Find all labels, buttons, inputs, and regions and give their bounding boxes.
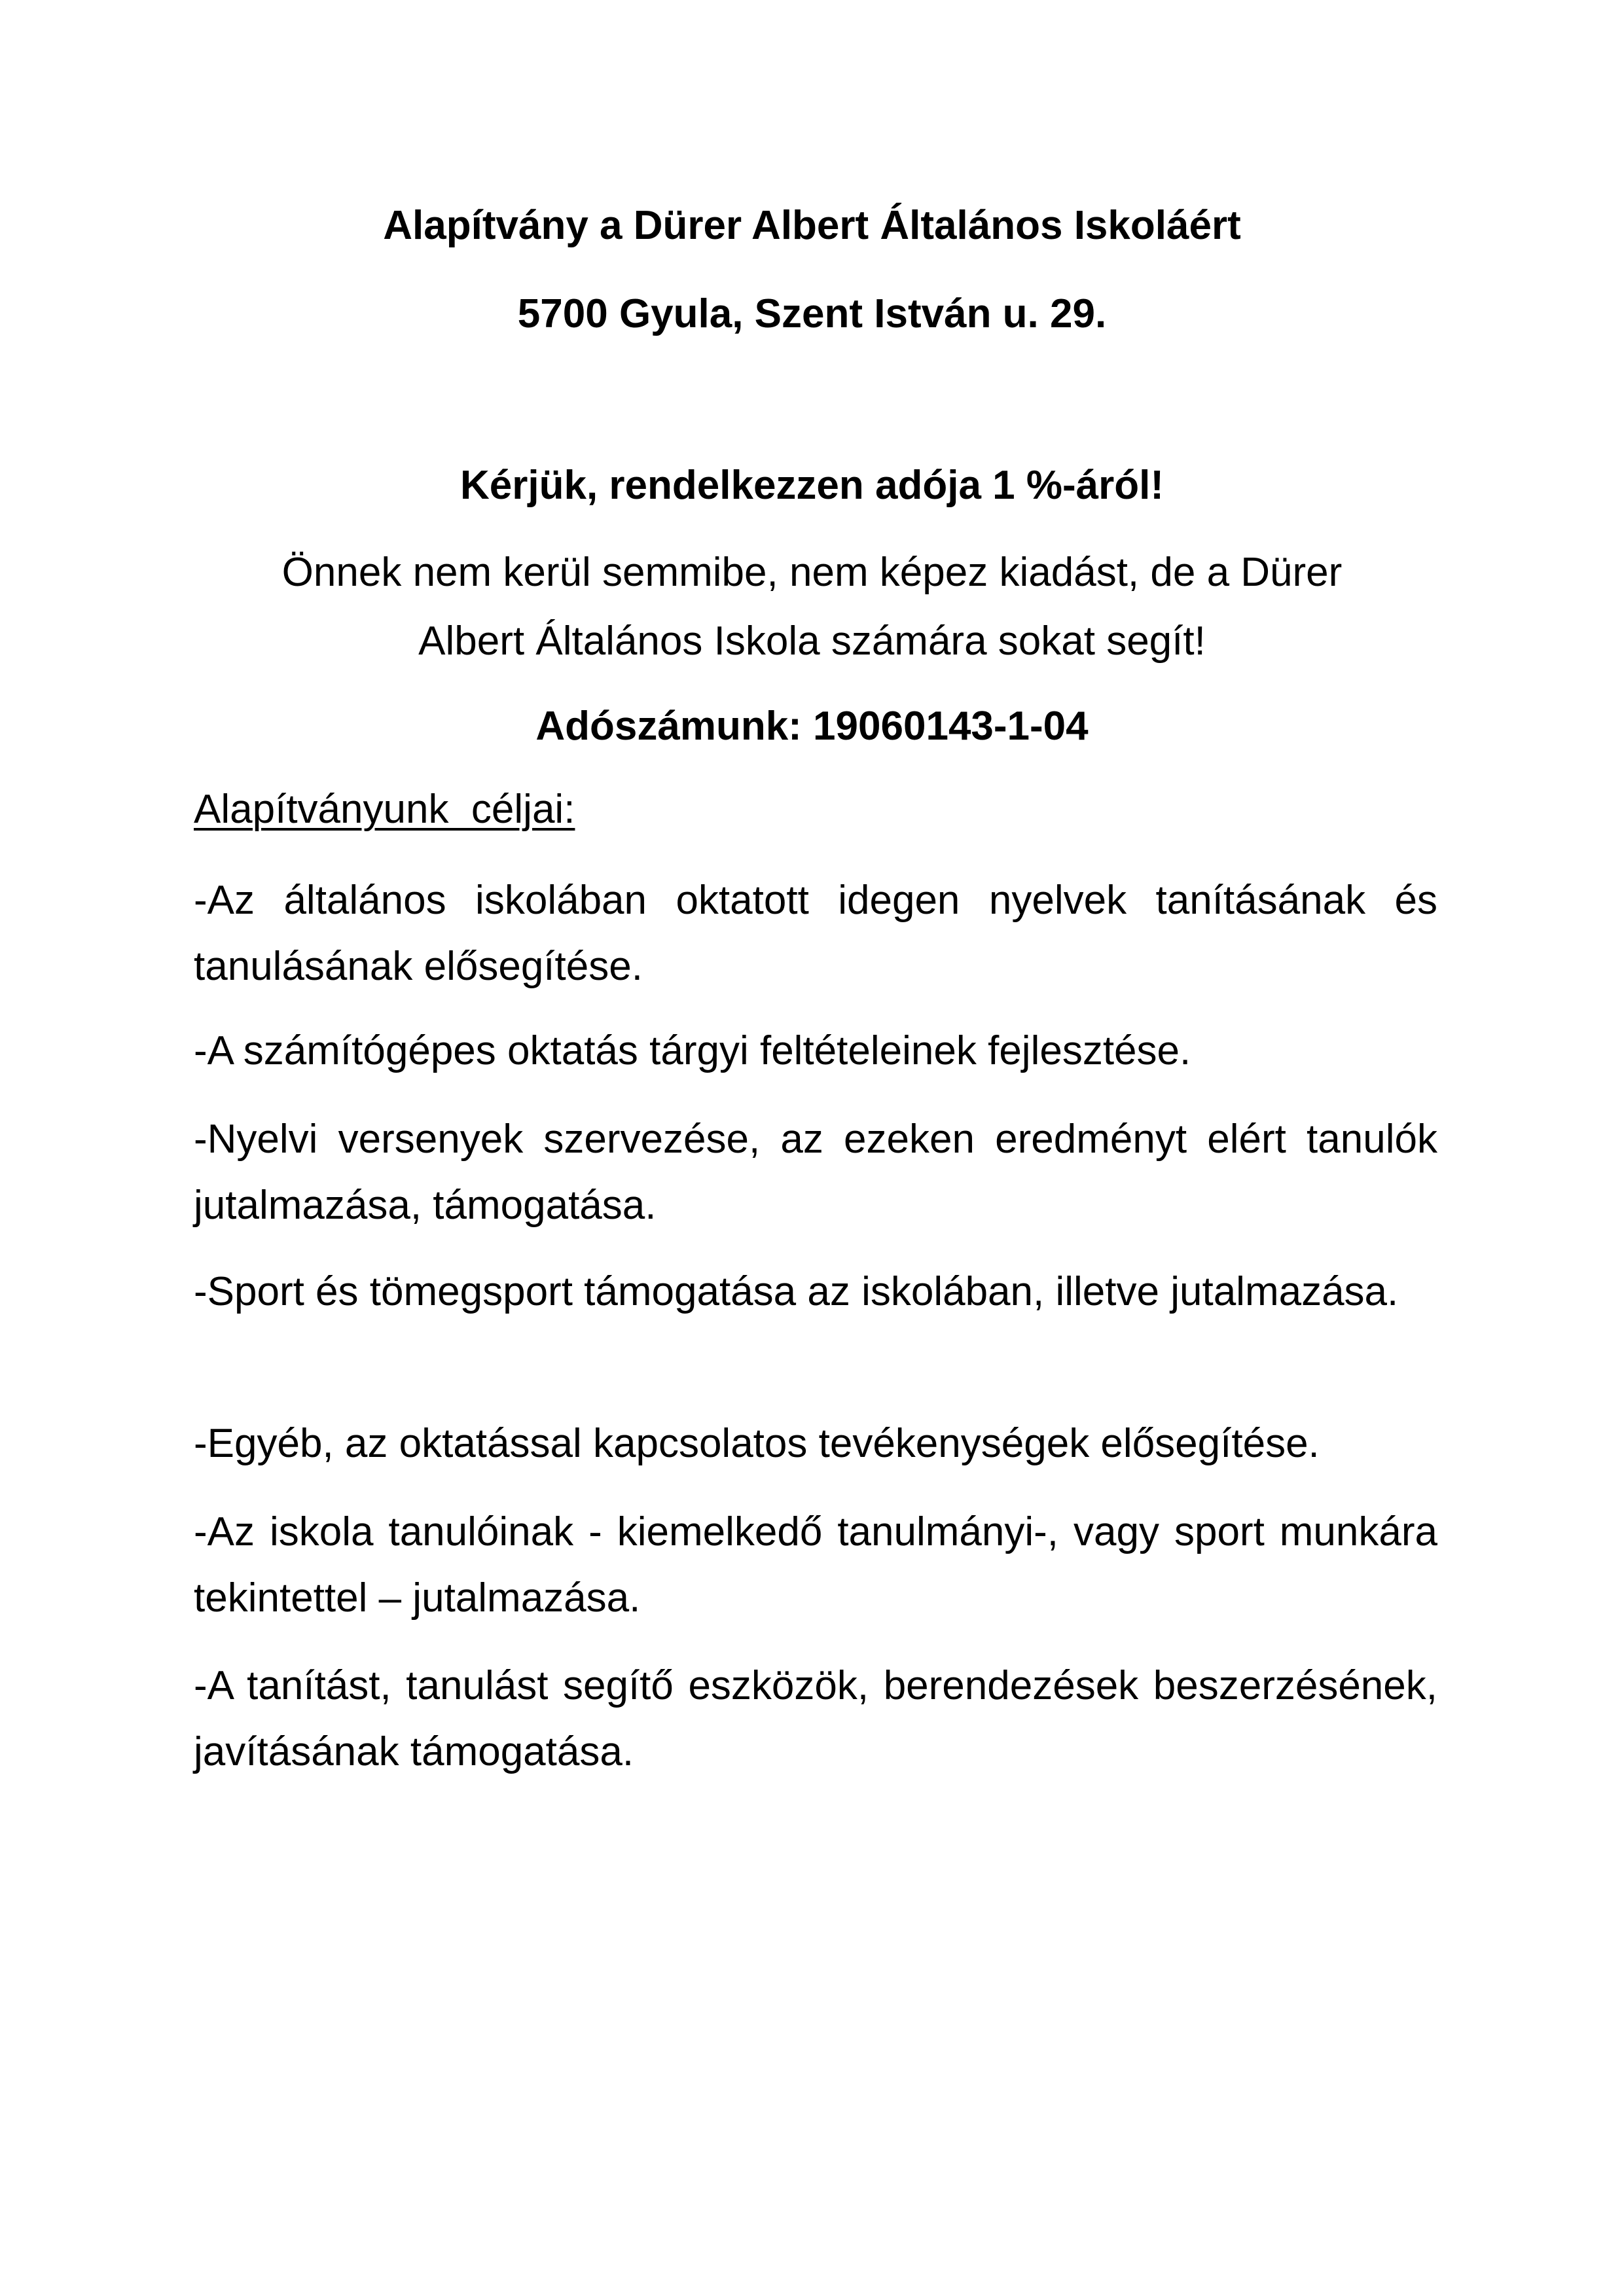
- appeal-text-line-2: Albert Általános Iskola számára sokat segít!: [418, 619, 1206, 664]
- goal-item: -Az általános iskolában oktatott idegen nyelvek tanításának és tanulásának elősegítése.: [194, 878, 1437, 989]
- appeal-text-line-1: Önnek nem kerül semmibe, nem képez kiadást, de a Dürer: [281, 550, 1343, 595]
- goal-item: -Az iskola tanulóinak - kiemelkedő tanulmányi-, vagy sport munkára tekintettel – jutalmazása.: [194, 1509, 1437, 1621]
- foundation-address: 5700 Gyula, Szent István u. 29.: [517, 291, 1107, 336]
- goals-heading: Alapítványunk céljai:: [194, 787, 575, 832]
- goal-item: -Nyelvi versenyek szervezése, az ezeken eredményt elért tanulók jutalmazása, támogatása.: [194, 1117, 1437, 1228]
- foundation-title: Alapítvány a Dürer Albert Általános Iskoláért: [383, 203, 1241, 248]
- goal-item: -Egyéb, az oktatással kapcsolatos tevékenységek elősegítése.: [194, 1421, 1320, 1466]
- appeal-heading: Kérjük, rendelkezzen adója 1 %-áról!: [460, 463, 1164, 508]
- goal-item: -A tanítást, tanulást segítő eszközök, berendezések beszerzésének, javításának támogatása.: [194, 1663, 1437, 1774]
- goal-item: -Sport és tömegsport támogatása az iskolában, illetve jutalmazása.: [194, 1269, 1399, 1314]
- goal-item: -A számítógépes oktatás tárgyi feltételeinek fejlesztése.: [194, 1028, 1191, 1073]
- tax-number: Adószámunk: 19060143-1-04: [535, 704, 1089, 749]
